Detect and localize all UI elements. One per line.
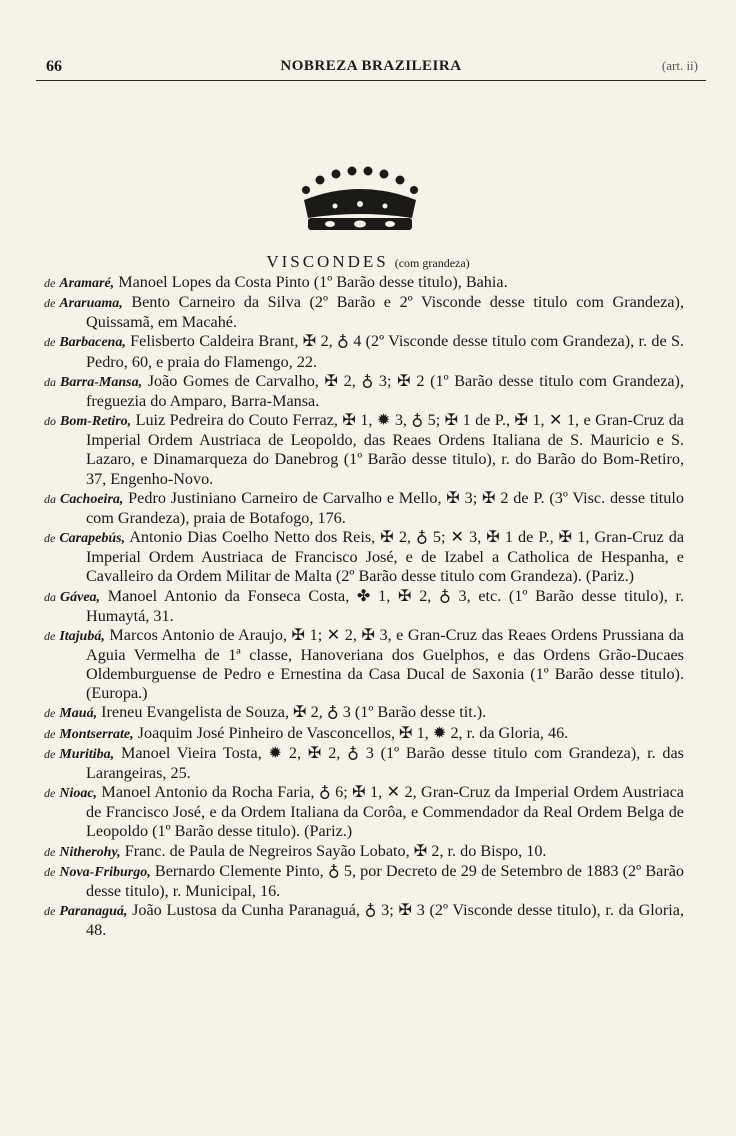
entry-title: Carapebús, [59,531,126,547]
entry-text: Bernardo Clemente Pinto, ♁ 5, por Decreto de 29 de Setembro de 1883 (2º Barão desse titulo), r. Municipal, 16. [86,861,684,900]
entry-title: Muritiba, [59,746,115,762]
running-title: NOBREZA BRAZILEIRA [280,58,462,74]
entry-text: Pedro Justiniano Carneiro de Carvalho e Mello, ✠ 3; ✠ 2 de P. (3º Visc. desse titulo com Grandeza), praia de Botafogo, 176. [86,488,684,527]
entry-preposition: de [44,904,56,918]
entry-preposition: da [44,491,56,506]
entry-title: Nioac, [59,786,98,802]
entry-title: Mauá, [59,706,98,722]
entry-text: Manoel Lopes da Costa Pinto (1º Barão desse titulo), Bahia. [114,273,508,291]
entry-preposition: de [44,276,56,290]
entry-text: Ireneu Evangelista de Souza, ✠ 2, ♁ 3 (1º Barão desse tit.). [97,703,487,722]
entry [44,332,684,371]
entry-text: Felisberto Caldeira Brant, ✠ 2, ♁ 4 (2º Visconde desse titulo com Grandeza), r. de S. Pedro, 60, e praia do Flamengo, 22. [86,332,684,371]
entry-preposition: de [44,786,56,801]
entry-title: Nitherohy, [59,844,121,860]
entry [44,293,684,332]
entry-preposition: de [44,844,56,859]
entry [44,273,684,293]
entry-text: Joaquim José Pinheiro de Vasconcellos, ✠ 1, ✹ 2, r. da Gloria, 46. [133,723,569,742]
page-header [36,58,706,81]
section-subtitle: (com grandeza) [394,256,470,270]
entry [44,587,684,626]
entry-text: Manoel Vieira Tosta, ✹ 2, ✠ 2, ♁ 3 (1º Barão desse titulo com Grandeza), r. das Larangeiras, 25. [86,743,684,782]
entry-preposition: de [44,628,56,643]
entry-preposition: de [44,335,56,350]
part-label: (art. ii) [661,58,698,73]
entry-preposition: de [44,706,56,721]
entry [44,528,684,586]
entry-preposition: do [44,414,56,429]
entry-text: João Gomes de Carvalho, ✠ 2, ♁ 3; ✠ 2 (1º Barão desse titulo com Grandeza), freguezia do Amparo, Barra-Mansa. [86,371,684,410]
entry [44,744,684,783]
entry-text: Manoel Antonio da Fonseca Costa, ✤ 1, ✠ 2, ♁ 3, etc. (1º Barão desse titulo), r. Humaytá, 31. [86,586,684,625]
entry [44,842,684,862]
section-title: VISCONDES [266,252,389,271]
entry [44,411,684,489]
entry-preposition: da [44,589,56,604]
entry-text: Marcos Antonio de Araujo, ✠ 1; ✕ 2, ✠ 3, e Gran-Cruz das Reaes Ordens Prussiana da Aguia Vermelha de 1ª classe, Hanoveriana dos Guelphos, e das Ordens Grão-Ducaes Oldemburguense de Pedro e Ernestina da Casa Ducal de Saxonia (1º Barão desse titulo). (Europa.) [86,625,684,703]
page-number: 66 [46,58,62,75]
entry [44,703,684,723]
entry-preposition: de [44,296,56,311]
entry-text: Franc. de Paula de Negreiros Sayão Lobato, ✠ 2, r. do Bispo, 10. [120,841,547,860]
entry-text: Manoel Antonio da Rocha Faria, ♁ 6; ✠ 1, ✕ 2, Gran-Cruz da Imperial Ordem Austriaca de Francisco José, e da Ordem Italiana da Corôa, e Commendador da Real Ordem Belga de Leopoldo (1º Barão desse titulo). (Pariz.) [86,783,684,841]
entry-title: Montserrate, [59,726,134,742]
entry-title: Bom-Retiro, [60,414,132,430]
entry-title: Gávea, [60,589,101,605]
entry-title: Aramaré, [59,276,115,291]
entry-title: Itajubá, [59,628,105,644]
entry [44,372,684,411]
entry-preposition: de [44,864,56,879]
entry-text: Antonio Dias Coelho Netto dos Reis, ✠ 2, ♁ 5; ✕ 3, ✠ 1 de P., ✠ 1, Gran-Cruz da Imperial Ordem Austriaca de Francisco José, e de Izabel a Catholica de Hespanha, e Cavalleiro da Ordem Militar de Malta (2º Barão desse titulo com Grandeza). (Pariz.) [86,528,684,586]
entry [44,901,684,940]
entry [44,783,684,841]
entry-preposition: de [44,531,56,546]
entry [44,626,684,704]
entry-preposition: da [44,374,56,389]
entry [44,862,684,901]
section-heading [0,252,736,272]
entry-text: Luiz Pedreira do Couto Ferraz, ✠ 1, ✹ 3, ♁ 5; ✠ 1 de P., ✠ 1, ✕ 1, e Gran-Cruz da Imperial Ordem Austriaca de Leopoldo, das Reaes Ordens Italiana de S. Mauricio e S. Lazaro, e Dinamarqueza do Danebrog (1º Barão desse titulo), r. do Barão do Bom-Retiro, 37, Engenho-Novo. [86,411,684,488]
entry-title: Cachoeira, [60,491,124,507]
entry-text: João Lustosa da Cunha Paranaguá, ♁ 3; ✠ 3 (2º Visconde desse titulo), r. da Gloria, 48. [86,901,684,940]
entry-title: Paranaguá, [59,904,128,919]
entry-preposition: de [44,746,56,761]
entry-preposition: de [44,726,56,741]
entry-text: Bento Carneiro da Silva (2º Barão e 2º Visconde desse titulo com Grandeza), Quissamã, em Macahé. [86,293,684,332]
entry-list [44,273,684,940]
entry-title: Barra-Mansa, [60,374,143,390]
entry-title: Nova-Friburgo, [59,864,151,880]
coronet-icon [290,160,430,240]
entry [44,489,684,528]
entry-title: Barbacena, [59,335,126,351]
entry [44,724,684,744]
entry-title: Araruama, [59,296,123,312]
